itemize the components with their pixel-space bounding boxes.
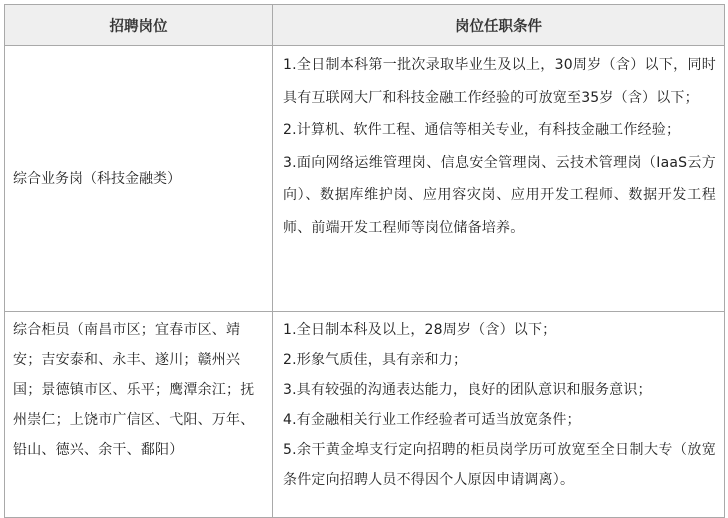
position-cell: 综合柜员（南昌市区；宜春市区、靖安；吉安泰和、永丰、遂川；赣州兴国；景德镇市区、乐平；鹰潭余江；抚州崇仁；上饶市广信区、弋阳、万年、铅山、德兴、余干、鄱阳） (5, 312, 273, 518)
requirement-item: 1.全日制本科及以上，28周岁（含）以下； (283, 322, 557, 338)
recruitment-table (4, 4, 725, 518)
header-requirements: 岗位任职条件 (273, 5, 725, 46)
requirement-item: 1.全日制本科第一批次录取毕业生及以上，30周岁（含）以下，同时具有互联网大厂和科技金融工作经验的可放宽至35岁（含）以下； (283, 57, 716, 106)
table-header-row (5, 5, 725, 46)
requirement-item: 3.具有较强的沟通表达能力，良好的团队意识和服务意识； (283, 382, 652, 398)
table-row (5, 312, 725, 518)
requirement-item: 4.有金融相关行业工作经验者可适当放宽条件； (283, 412, 581, 428)
table-row (5, 46, 725, 312)
position-cell: 综合业务岗（科技金融类） (5, 46, 273, 312)
requirement-item: 3.面向网络运维管理岗、信息安全管理岗、云技术管理岗（IaaS云方向）、数据库维护岗、应用容灾岗、应用开发工程师、数据开发工程师、前端开发工程师等岗位储备培养。 (283, 154, 716, 236)
requirement-item: 5.余干黄金埠支行定向招聘的柜员岗学历可放宽至全日制大专（放宽条件定向招聘人员不得因个人原因申请调离）。 (283, 442, 716, 488)
requirements-cell (273, 312, 725, 518)
requirement-item: 2.计算机、软件工程、通信等相关专业，有科技金融工作经验； (283, 122, 681, 138)
header-position: 招聘岗位 (5, 5, 273, 46)
requirement-item: 2.形象气质佳，具有亲和力； (283, 352, 468, 368)
requirements-cell (273, 46, 725, 312)
